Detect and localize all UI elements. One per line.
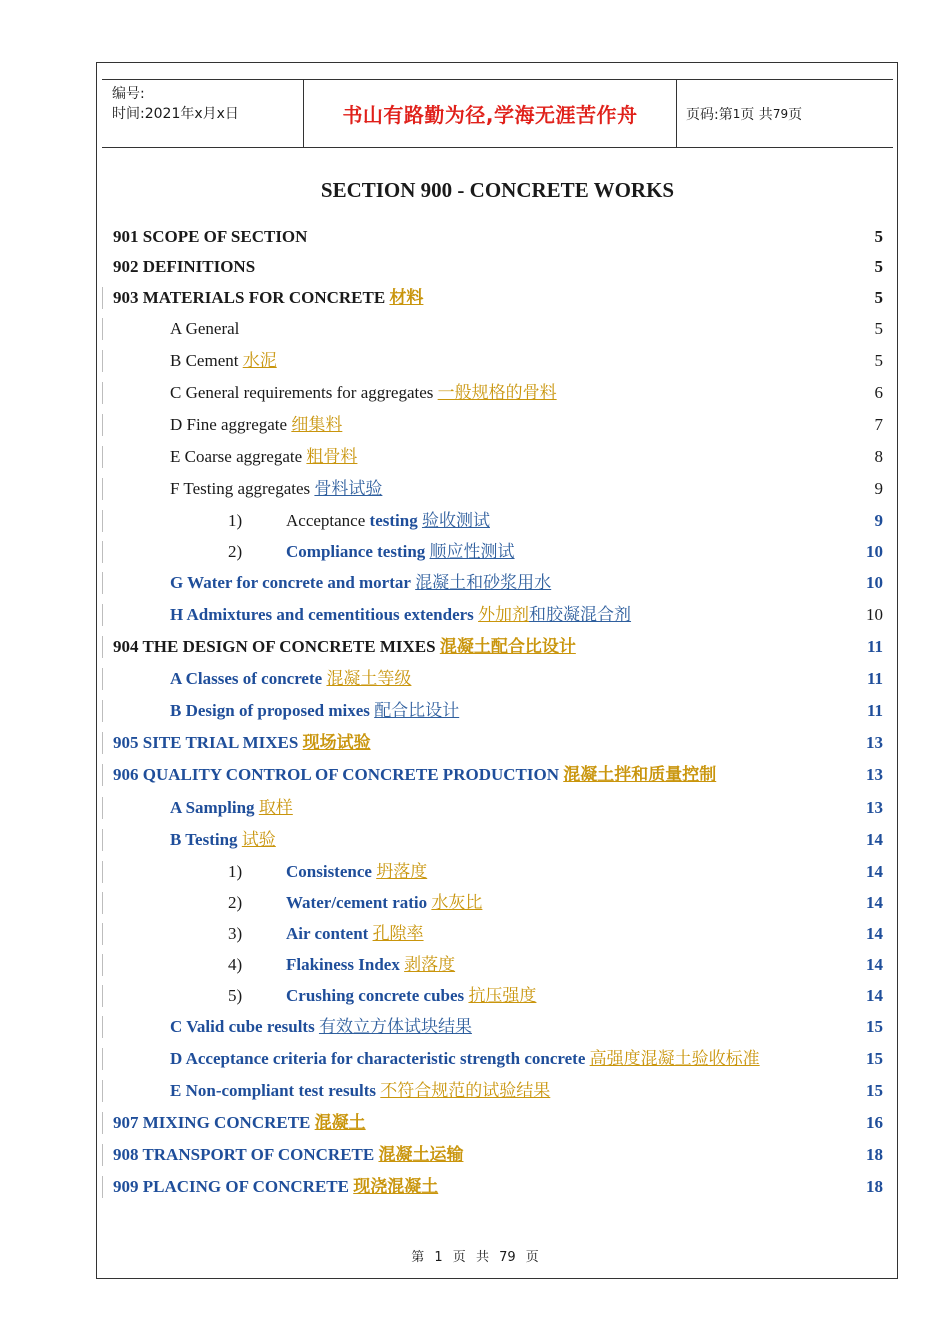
toc-entry-page-number: 10 [866,542,883,561]
change-bar [102,541,103,563]
toc-entry-number: 5) [228,986,243,1005]
toc-entry-text [113,762,716,788]
document-number-label: 编号: [112,86,145,102]
toc-entry-label: 901 SCOPE OF SECTION [113,227,308,246]
change-bar [102,510,103,532]
toc-entry-text [286,859,427,885]
change-bar [102,1144,103,1166]
toc-entry[interactable] [102,539,883,565]
header-page-suffix: 页 [788,106,803,123]
toc-entry-page-number: 10 [866,573,883,592]
toc-entry[interactable] [102,1110,883,1136]
toc-entry-number: 4) [228,955,243,974]
toc-entry-text [170,476,382,502]
toc-entry-page-number: 15 [866,1049,883,1068]
change-bar [102,923,103,945]
toc-entry[interactable] [102,508,883,534]
toc-entry-text [170,380,557,406]
footer-total-pages: 79 [499,1250,516,1265]
toc-entry-label: H Admixtures and cementitious extenders [170,605,474,624]
toc-entry-label: C Valid cube results [170,1017,315,1036]
toc-entry-page-number: 14 [866,955,883,974]
toc-entry-label: Water/cement ratio [286,893,428,912]
footer-prefix: 第 [411,1250,425,1265]
footer-suffix: 页 [525,1250,539,1265]
change-bar [102,700,103,722]
toc-entry-number: 2) [228,542,243,561]
header-page-total: 79 [772,106,789,121]
toc-entry-text [286,983,536,1009]
toc-entry-label: A General [170,319,240,338]
toc-entry-label: 906 QUALITY CONTROL OF CONCRETE PRODUCTION [113,765,559,784]
change-bar [102,572,103,594]
toc-entry-page-number: 5 [874,351,883,370]
toc-entry-page-number: 6 [874,383,883,402]
toc-entry-text [170,570,551,596]
toc-entry-number: 3) [228,924,243,943]
toc-entry-chinese-link[interactable]: 混凝土和砂浆用水 [415,573,552,592]
toc-entry[interactable] [102,348,883,374]
toc-entry-label: D Acceptance criteria for characteristic strength concrete [170,1049,586,1068]
toc-entry-label: 909 PLACING OF CONCRETE [113,1177,349,1196]
toc-entry-chinese-link[interactable]: 骨料试验 [314,479,383,498]
toc-entry[interactable] [102,827,883,853]
toc-entry-label: E Non-compliant test results [170,1081,377,1100]
toc-entry-chinese-link[interactable]: 混凝土配合比设计 [439,637,576,656]
toc-entry-label: B Cement [170,351,239,370]
toc-entry-label: Crushing concrete cubes [286,986,465,1005]
toc-entry-text [113,224,307,250]
toc-entry-label: 908 TRANSPORT OF CONCRETE [113,1145,375,1164]
toc-entry[interactable] [102,762,883,788]
change-bar [102,861,103,883]
toc-entry[interactable] [102,666,883,692]
toc-entry-page-number: 7 [874,415,883,434]
change-bar [102,1016,103,1038]
change-bar [102,287,103,309]
toc-entry-number: 2) [228,893,243,912]
change-bar [102,636,103,658]
change-bar [102,350,103,372]
toc-entry-chinese-link[interactable]: 顺应性测试 [429,542,515,561]
toc-entry[interactable] [102,412,883,438]
toc-entry-label: Flakiness Index [286,955,400,974]
toc-entry[interactable] [102,1142,883,1168]
toc-entry-chinese-link[interactable]: 试验 [241,830,276,849]
change-bar [102,478,103,500]
toc-entry-text [286,539,515,565]
toc-entry-label: 904 THE DESIGN OF CONCRETE MIXES [113,637,436,656]
toc-entry-page-number: 14 [866,986,883,1005]
toc-entry-page-number: 5 [874,319,883,338]
toc-entry-text [170,1046,760,1072]
header-page-prefix: 页码:第 [686,106,733,123]
toc-entry-chinese-link[interactable]: 现浇混凝土 [353,1177,439,1196]
toc-entry-chinese-link[interactable]: 混凝土运输 [378,1145,464,1164]
toc-entry-page-number: 8 [874,447,883,466]
toc-entry-chinese-link[interactable]: 水灰比 [431,893,483,912]
toc-entry[interactable] [102,380,883,406]
toc-entry-text [113,254,255,280]
toc-entry-chinese-link[interactable]: 孔隙率 [372,924,424,943]
toc-entry-text [170,1014,472,1040]
document-time-label: 时间:2021年x月x日 [112,106,239,122]
toc-entry[interactable] [102,730,883,756]
change-bar [102,732,103,754]
toc-entry-chinese-link[interactable]: 剥落度 [404,955,456,974]
toc-entry-page-number: 14 [866,893,883,912]
toc-entry-chinese-link[interactable]: 有效立方体试块结果 [318,1017,472,1036]
toc-entry-chinese-link[interactable]: 一般规格的骨料 [437,383,557,402]
header-meta-cell [102,80,303,147]
toc-entry-label: Compliance testing [286,542,426,561]
page-footer [0,1246,950,1265]
toc-entry-text [113,1142,463,1168]
toc-entry[interactable] [102,983,883,1009]
document-header [102,79,893,148]
toc-entry-label: 905 SITE TRIAL MIXES [113,733,299,752]
toc-entry-page-number: 14 [866,830,883,849]
toc-entry-text [286,890,482,916]
toc-entry-text [170,1078,550,1104]
toc-entry-text [170,412,342,438]
toc-entry-page-number: 14 [866,862,883,881]
toc-entry-page-number: 15 [866,1081,883,1100]
change-bar [102,446,103,468]
toc-entry-text [113,730,371,756]
toc-entry-text [170,316,239,342]
toc-entry-page-number: 10 [866,605,883,624]
toc-entry-label: E Coarse aggregate [170,447,303,466]
toc-entry-page-number: 9 [874,479,883,498]
toc-entry-page-number: 11 [866,669,883,688]
change-bar [102,985,103,1007]
toc-entry-page-number: 5 [874,257,883,276]
toc-entry-text [113,285,423,311]
header-page-current: 1 [732,106,741,121]
toc-entry-chinese-link[interactable]: 混凝土等级 [326,669,412,688]
toc-entry[interactable] [102,859,883,885]
toc-entry-text [170,348,277,374]
change-bar [102,1176,103,1198]
toc-entry-label: Acceptance [286,511,370,530]
toc-entry[interactable] [102,921,883,947]
toc-entry-page-number: 18 [866,1145,883,1164]
toc-entry-text [170,444,357,470]
toc-entry-chinese-link[interactable]: 现场试验 [302,733,371,752]
toc-entry-label: 907 MIXING CONCRETE [113,1113,311,1132]
header-page-mid: 页 共 [740,106,773,123]
toc-entry-text [170,827,276,853]
footer-current-page: 1 [434,1250,443,1265]
toc-entry[interactable] [102,570,883,596]
toc-entry[interactable] [102,602,883,628]
toc-entry-chinese-link[interactable]: 水泥 [242,351,277,370]
change-bar [102,414,103,436]
toc-entry-page-number: 9 [874,511,883,530]
toc-entry-chinese-link[interactable]: 验收测试 [421,511,490,530]
toc-entry[interactable] [102,1014,883,1040]
toc-entry-label: B Testing [170,830,238,849]
toc-entry-page-number: 5 [874,288,883,307]
toc-entry[interactable] [102,476,883,502]
change-bar [102,797,103,819]
toc-entry-label: G Water for concrete and mortar [170,573,411,592]
toc-entry-page-number: 13 [866,733,883,752]
toc-entry-page-number: 16 [866,1113,883,1132]
toc-entry[interactable] [102,1174,883,1200]
toc-entry-chinese-link[interactable]: 粗骨料 [306,447,358,466]
toc-entry[interactable] [102,952,883,978]
toc-entry-page-number: 11 [866,637,883,656]
toc-entry-label: C General requirements for aggregates [170,383,434,402]
toc-entry-chinese-link[interactable]: 抗压强度 [468,986,537,1005]
toc-entry-chinese-link[interactable]: 材料 [389,288,424,307]
toc-entry[interactable] [102,795,883,821]
toc-entry-page-number: 13 [866,765,883,784]
toc-entry-chinese-link[interactable]: 混凝土 [314,1113,366,1132]
toc-entry-chinese-link[interactable]: 细集料 [291,415,343,434]
toc-entry-text [286,921,424,947]
toc-entry[interactable] [102,254,883,280]
toc-entry-text [113,1174,438,1200]
toc-entry-page-number: 13 [866,798,883,817]
toc-entry-text [286,508,490,534]
toc-entry-chinese-link[interactable]: 配合比设计 [374,701,460,720]
toc-entry-label: B Design of proposed mixes [170,701,370,720]
toc-entry-chinese-link[interactable]: 外加剂 [478,605,530,624]
change-bar [102,668,103,690]
toc-entry-page-number: 5 [874,227,883,246]
toc-entry-text [286,952,455,978]
change-bar [102,829,103,851]
toc-entry-chinese-link[interactable]: 混凝土拌和质量控制 [563,765,717,784]
toc-entry-label: D Fine aggregate [170,415,288,434]
footer-mid1: 页 [452,1250,466,1265]
toc-entry-chinese-link[interactable]: 坍落度 [376,862,428,881]
header-motto: 书山有路勤为径,学海无涯苦作舟 [303,80,677,147]
toc-entry-text [113,1110,366,1136]
change-bar [102,892,103,914]
toc-entry-label-bold: testing [369,511,418,530]
toc-entry-text [170,698,459,724]
change-bar [102,1048,103,1070]
header-page-info [677,80,893,147]
toc-entry-text [170,602,631,628]
toc-entry-page-number: 11 [866,701,883,720]
toc-entry-label: Consistence [286,862,372,881]
toc-entry-number: 1) [228,862,243,881]
toc-entry-text [170,666,411,692]
toc-entry-text [113,634,576,660]
toc-entry-label: Air content [286,924,369,943]
toc-entry[interactable] [102,285,883,311]
toc-entry-chinese-link[interactable]: 高强度混凝土验收标准 [589,1049,760,1068]
toc-entry-chinese-link[interactable]: 不符合规范的试验结果 [380,1081,551,1100]
toc-entry-label: A Classes of concrete [170,669,323,688]
section-title: SECTION 900 - CONCRETE WORKS [320,178,675,202]
toc-entry-label: 903 MATERIALS FOR CONCRETE [113,288,386,307]
toc-entry-label: A Sampling [170,798,255,817]
change-bar [102,318,103,340]
change-bar [102,382,103,404]
change-bar [102,604,103,626]
footer-mid2: 共 [475,1250,489,1265]
toc-entry[interactable] [102,1046,883,1072]
change-bar [102,954,103,976]
toc-entry[interactable] [102,444,883,470]
toc-entry[interactable] [102,634,883,660]
toc-entry-number: 1) [228,511,243,530]
toc-entry[interactable] [102,316,883,342]
toc-entry-text [170,795,293,821]
change-bar [102,1080,103,1102]
toc-entry[interactable] [102,698,883,724]
toc-entry-page-number: 14 [866,924,883,943]
toc-entry[interactable] [102,1078,883,1104]
toc-entry[interactable] [102,224,883,250]
change-bar [102,764,103,786]
toc-entry-chinese-link-2[interactable]: 和胶凝混合剂 [529,605,632,624]
toc-entry-page-number: 15 [866,1017,883,1036]
toc-entry-chinese-link[interactable]: 取样 [258,798,293,817]
toc-entry-page-number: 18 [866,1177,883,1196]
toc-entry-label: 902 DEFINITIONS [113,257,256,276]
toc-entry-label: F Testing aggregates [170,479,311,498]
change-bar [102,1112,103,1134]
toc-entry[interactable] [102,890,883,916]
